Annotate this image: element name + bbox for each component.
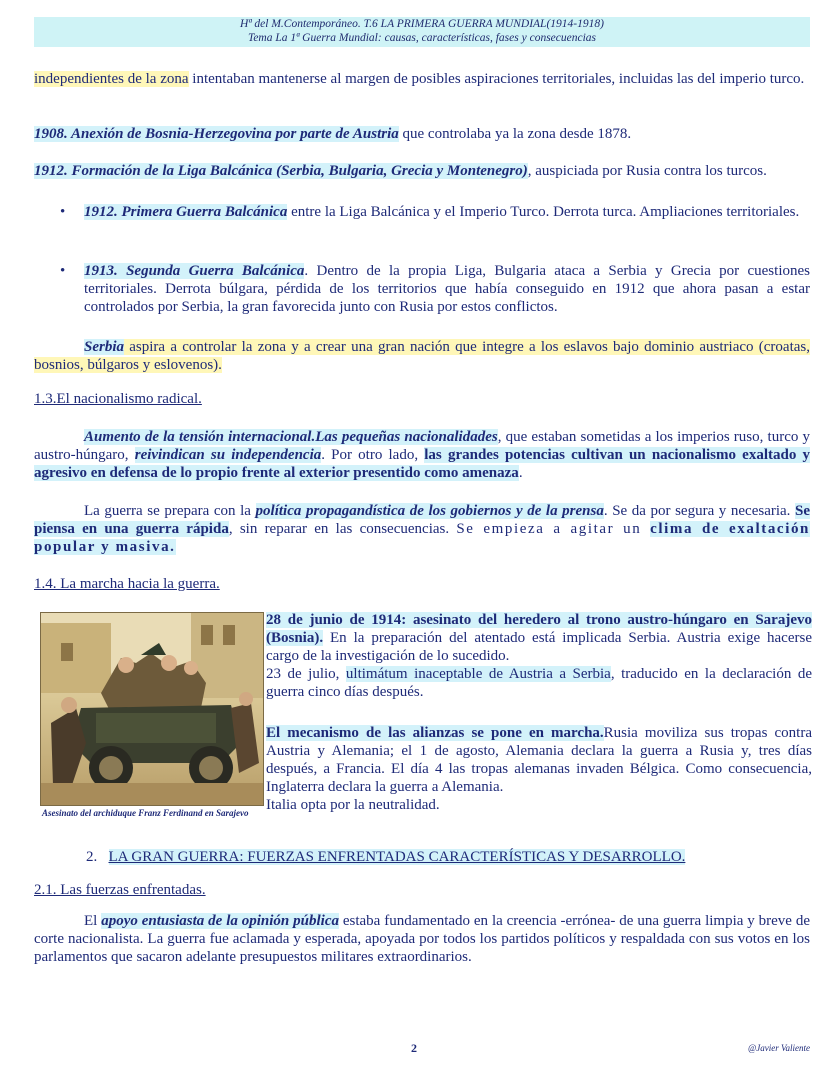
bullet-marker: •	[60, 204, 66, 220]
section-heading-1-3: 1.3.El nacionalismo radical.	[34, 391, 202, 407]
header-line-1: Hª del M.Contemporáneo. T.6 LA PRIMERA GUERRA MUNDIAL(1914-1918)	[240, 18, 604, 30]
page-number: 2	[411, 1041, 417, 1055]
paragraph-sarajevo: 28 de junio de 1914: asesinato del heredero al trono austro-húngaro en Sarajevo (Bosnia). En la preparación del atentado está implicada Serbia. Austria exige hacerse cargo de la investigación de lo sucedido. 23 de julio, ultimátum inaceptable de Austria a Serbia, traducido en la declaración de guerra cinco días después.	[266, 612, 812, 700]
paragraph-serbia: Serbia aspira a controlar la zona y a crear una gran nación que integre a los eslavos bajo dominio austriaco (croatas, bosnios, búlgaros y eslovenos).	[34, 339, 810, 373]
bullet-marker: •	[60, 263, 66, 279]
paragraph-1912: 1912. Formación de la Liga Balcánica (Serbia, Bulgaria, Grecia y Montenegro), auspiciada por Rusia contra los turcos.	[34, 163, 767, 179]
assassination-photo	[40, 612, 264, 806]
paragraph-nationalism: Aumento de la tensión internacional.Las pequeñas nacionalidades, que estaban sometidas a los imperios ruso, turco y austro-húngaro, reivindican su independencia. Por otro lado, las grandes potencias cultivan un nacionalismo exaltado y agresivo en defensa de lo propio frente al exterior presentido como amenaza.	[34, 429, 811, 481]
paragraph-propaganda: La guerra se prepara con la política propagandística de los gobiernos y de la prensa. Se da por segura y necesaria. Se piensa en una guerra rápida, sin reparar en las consecuencias. Se empieza a agitar un clima de exaltación popular y masiva.	[34, 503, 811, 555]
header-line-2: Tema La 1ª Guerra Mundial: causas, características, fases y consecuencias	[247, 32, 597, 44]
copyright-text: @Javier Valiente	[747, 1043, 810, 1053]
page-header	[34, 17, 810, 47]
paragraph-public-opinion: El apoyo entusiasta de la opinión pública estaba fundamentado en la creencia -errónea- de una guerra limpia y breve de corte nacionalista. La guerra fue aclamada y esperada, apoyada por todos los partidos políticos y respaldada con sus votos en los parlamentos que sacaron adelante presupuestos militares extraordinarios.	[34, 913, 810, 965]
section-heading-2-1: 2.1. Las fuerzas enfrentadas.	[34, 882, 206, 898]
bullet-item-1912: 1912. Primera Guerra Balcánica entre la Liga Balcánica y el Imperio Turco. Derrota turca. Ampliaciones territoriales.	[84, 204, 800, 220]
intro-paragraph: independientes de la zona intentaban mantenerse al margen de posibles aspiraciones territoriales, incluidas las del imperio turco.	[34, 71, 805, 87]
paragraph-1908: 1908. Anexión de Bosnia-Herzegovina por parte de Austria que controlaba ya la zona desde 1878.	[34, 126, 632, 142]
bullet-item-1913: 1913. Segunda Guerra Balcánica. Dentro de la propia Liga, Bulgaria ataca a Serbia y Grecia por cuestiones territoriales. Derrota búlgara, pérdida de los territorios que había conseguido en 1912 que ahora pasan a estar controlados por Serbia, la gran favorecida junto con Rusia por estos conflictos.	[84, 263, 810, 315]
photo-caption: Asesinato del archiduque Franz Ferdinand en Sarajevo	[42, 808, 249, 818]
paragraph-alliances: El mecanismo de las alianzas se pone en marcha.Rusia moviliza sus tropas contra Austria y Alemania; el 1 de agosto, Alemania declara la guerra a Rusia y, tres días después, a Francia. El día 4 las tropas alemanas invaden Bélgica. Como consecuencia, Inglaterra declara la guerra a Alemania. Italia opta por la neutralidad.	[266, 725, 812, 813]
assassination-illustration	[41, 613, 263, 805]
section-heading-2: 2. LA GRAN GUERRA: FUERZAS ENFRENTADAS CARACTERÍSTICAS Y DESARROLLO.	[86, 849, 686, 865]
section-heading-1-4: 1.4. La marcha hacia la guerra.	[34, 576, 220, 592]
